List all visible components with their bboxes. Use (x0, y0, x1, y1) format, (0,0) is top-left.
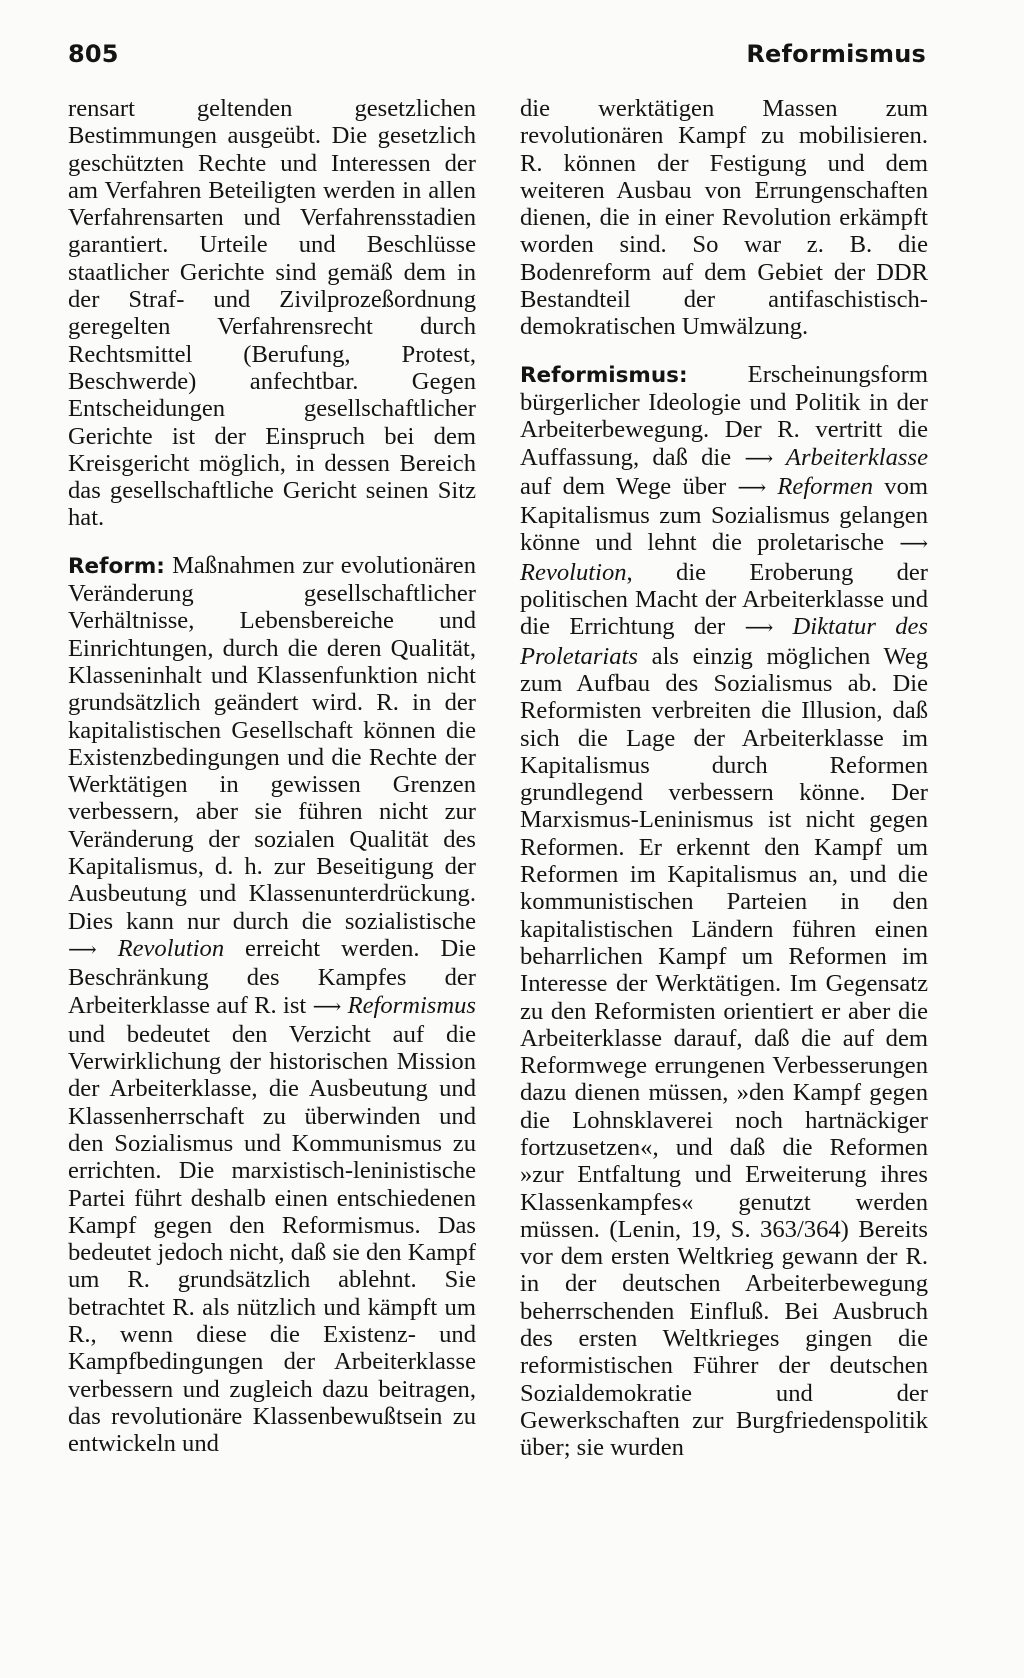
right-column (520, 95, 928, 1462)
cross-reference-arrow-icon: ⟶ (312, 995, 342, 1018)
cross-reference-revolution: Revolution (96, 934, 225, 962)
entry-text: als einzig möglichen Weg zum Aufbau des Sozialismus ab. Die Reformisten verbreiten die Illusion, daß sich die Lage der Arbeiterklasse im Kapitalismus durch Reformen grundlegend verbessern könne. Der Marxismus-Leninismus ist nicht gegen Reformen. Er erkennt den Kampf um Reformen im Kapitalismus an, und die kommunistischen Parteien in den kapitalistischen Ländern führen einen beharrlichen Kampf um Reformen im Interesse der Werktätigen. Im Gegensatz zu den Reformisten orientiert er aber die Arbeiterklasse darauf, daß die auf dem Reformwege errungenen Verbesserungen dazu dienen müssen, »den Kampf gegen die Lohnsklaverei noch hartnäckiger fortzusetzen«, und daß die Reformen »zur Entfaltung und Erweiterung ihres Klassenkampfes« genutzt werden müssen. (Lenin, 19, S. 363/364) Bereits vor dem ersten Weltkrieg gewann der R. in der deutschen Arbeiterbewegung beherrschenden Einfluß. Bei Ausbruch des ersten Weltkrieges gingen die reformistischen Führer der deutschen Sozialdemokratie und der Gewerkschaften zur Burgfriedenspolitik über; sie wurden (520, 642, 928, 1462)
entry-text: und bedeutet den Verzicht auf die Verwirklichung der historischen Mission der Arbeiterklasse, die Ausbeutung und Klassenherrschaft zu überwinden und den Sozialismus und Kommunismus zu errichten. Die marxistisch-leninistische Partei führt deshalb einen entschiedenen Kampf gegen den Reformismus. Das bedeutet jedoch nicht, daß sie den Kampf um R. grundsätzlich ablehnt. Sie betrachtet R. als nützlich und kämpft um R., wenn diese die Existenz- und Kampfbedingungen der Arbeiterklasse verbessern und zugleich dazu beitragen, das revolutionäre Klassenbewußtsein zu entwickeln und (68, 1020, 476, 1458)
left-column (68, 95, 476, 1458)
entry-keyword: Reform: (68, 553, 165, 579)
entry-reformismus (520, 361, 928, 1462)
entry-reform (68, 552, 476, 1458)
entry-keyword: Reformismus: (520, 362, 688, 388)
entry-text: , die Eroberung der politischen Macht der Arbeiterklasse und die Errichtung der (520, 558, 928, 641)
cross-reference-reformen: Reformen (766, 472, 874, 500)
cross-reference-revolution: Revolution (520, 558, 627, 586)
cross-reference-arrow-icon: ⟶ (737, 476, 767, 499)
cross-reference-arbeiterklasse: Arbeiterklasse (773, 443, 928, 471)
cross-reference-arrow-icon: ⟶ (68, 938, 97, 961)
page-number: 805 (68, 40, 119, 68)
cross-reference-arrow-icon: ⟶ (899, 533, 928, 556)
entry-text: auf dem Wege über (520, 472, 738, 500)
continuation-paragraph: rensart geltenden gesetzlichen Bestimmungen ausgeübt. Die gesetzlich geschützten Rechte und Interessen der am Verfahren Beteiligten werden in allen Verfahrensarten und Verfahrensstadien garantiert. Urteile und Beschlüsse staatlicher Gerichte sind gemäß dem in der Straf- und Zivilprozeßordnung geregelten Verfahrensrecht durch Rechtsmittel (Berufung, Protest, Beschwerde) anfechtbar. Gegen Entscheidungen gesellschaftlicher Gerichte ist der Einspruch bei dem Kreisgericht möglich, in dessen Bereich das gesellschaftliche Gericht seinen Sitz hat. (68, 95, 476, 532)
running-head: Reformismus (746, 40, 926, 68)
continuation-paragraph: die werktätigen Massen zum revolutionären Kampf zu mobilisieren. R. können der Festigung und dem weiteren Ausbau von Errungenschaften dienen, die in einer Revolution erkämpft worden sind. So war z. B. die Bodenreform auf dem Gebiet der DDR Bestandteil der antifaschistisch-demokratischen Umwälzung. (520, 95, 928, 341)
entry-text: Maßnahmen zur evolutionären Veränderung gesellschaftlicher Verhältnisse, Lebensbereiche und Einrichtungen, durch die deren Qualität, Klasseninhalt und Klassenfunktion nicht grundsätzlich geändert wird. R. in der kapitalistischen Gesellschaft können die Existenzbedingungen und die Rechte der Werktätigen in gewissen Grenzen verbessern, aber sie führen nicht zur Veränderung der sozialen Qualität des Kapitalismus, d. h. zur Beseitigung der Ausbeutung und Klassenunterdrückung. Dies kann nur durch die sozialistische (68, 551, 476, 935)
entry-text: vom Kapitalismus zum Sozialismus gelangen könne und lehnt die proletarische (520, 472, 929, 557)
entry-text: erreicht werden. Die Beschränkung des Kampfes der Arbeiterklasse auf R. ist (68, 934, 476, 1019)
cross-reference-diktatur: Diktatur des Proletariats (520, 613, 928, 670)
entry-text: Erscheinungsform bürgerlicher Ideologie und Politik in der Arbeiterbewegung. Der R. vertritt die Auffassung, daß die (520, 360, 928, 471)
cross-reference-arrow-icon: ⟶ (744, 617, 774, 640)
cross-reference-arrow-icon: ⟶ (744, 447, 774, 470)
cross-reference-reformismus: Reformismus (341, 991, 476, 1019)
